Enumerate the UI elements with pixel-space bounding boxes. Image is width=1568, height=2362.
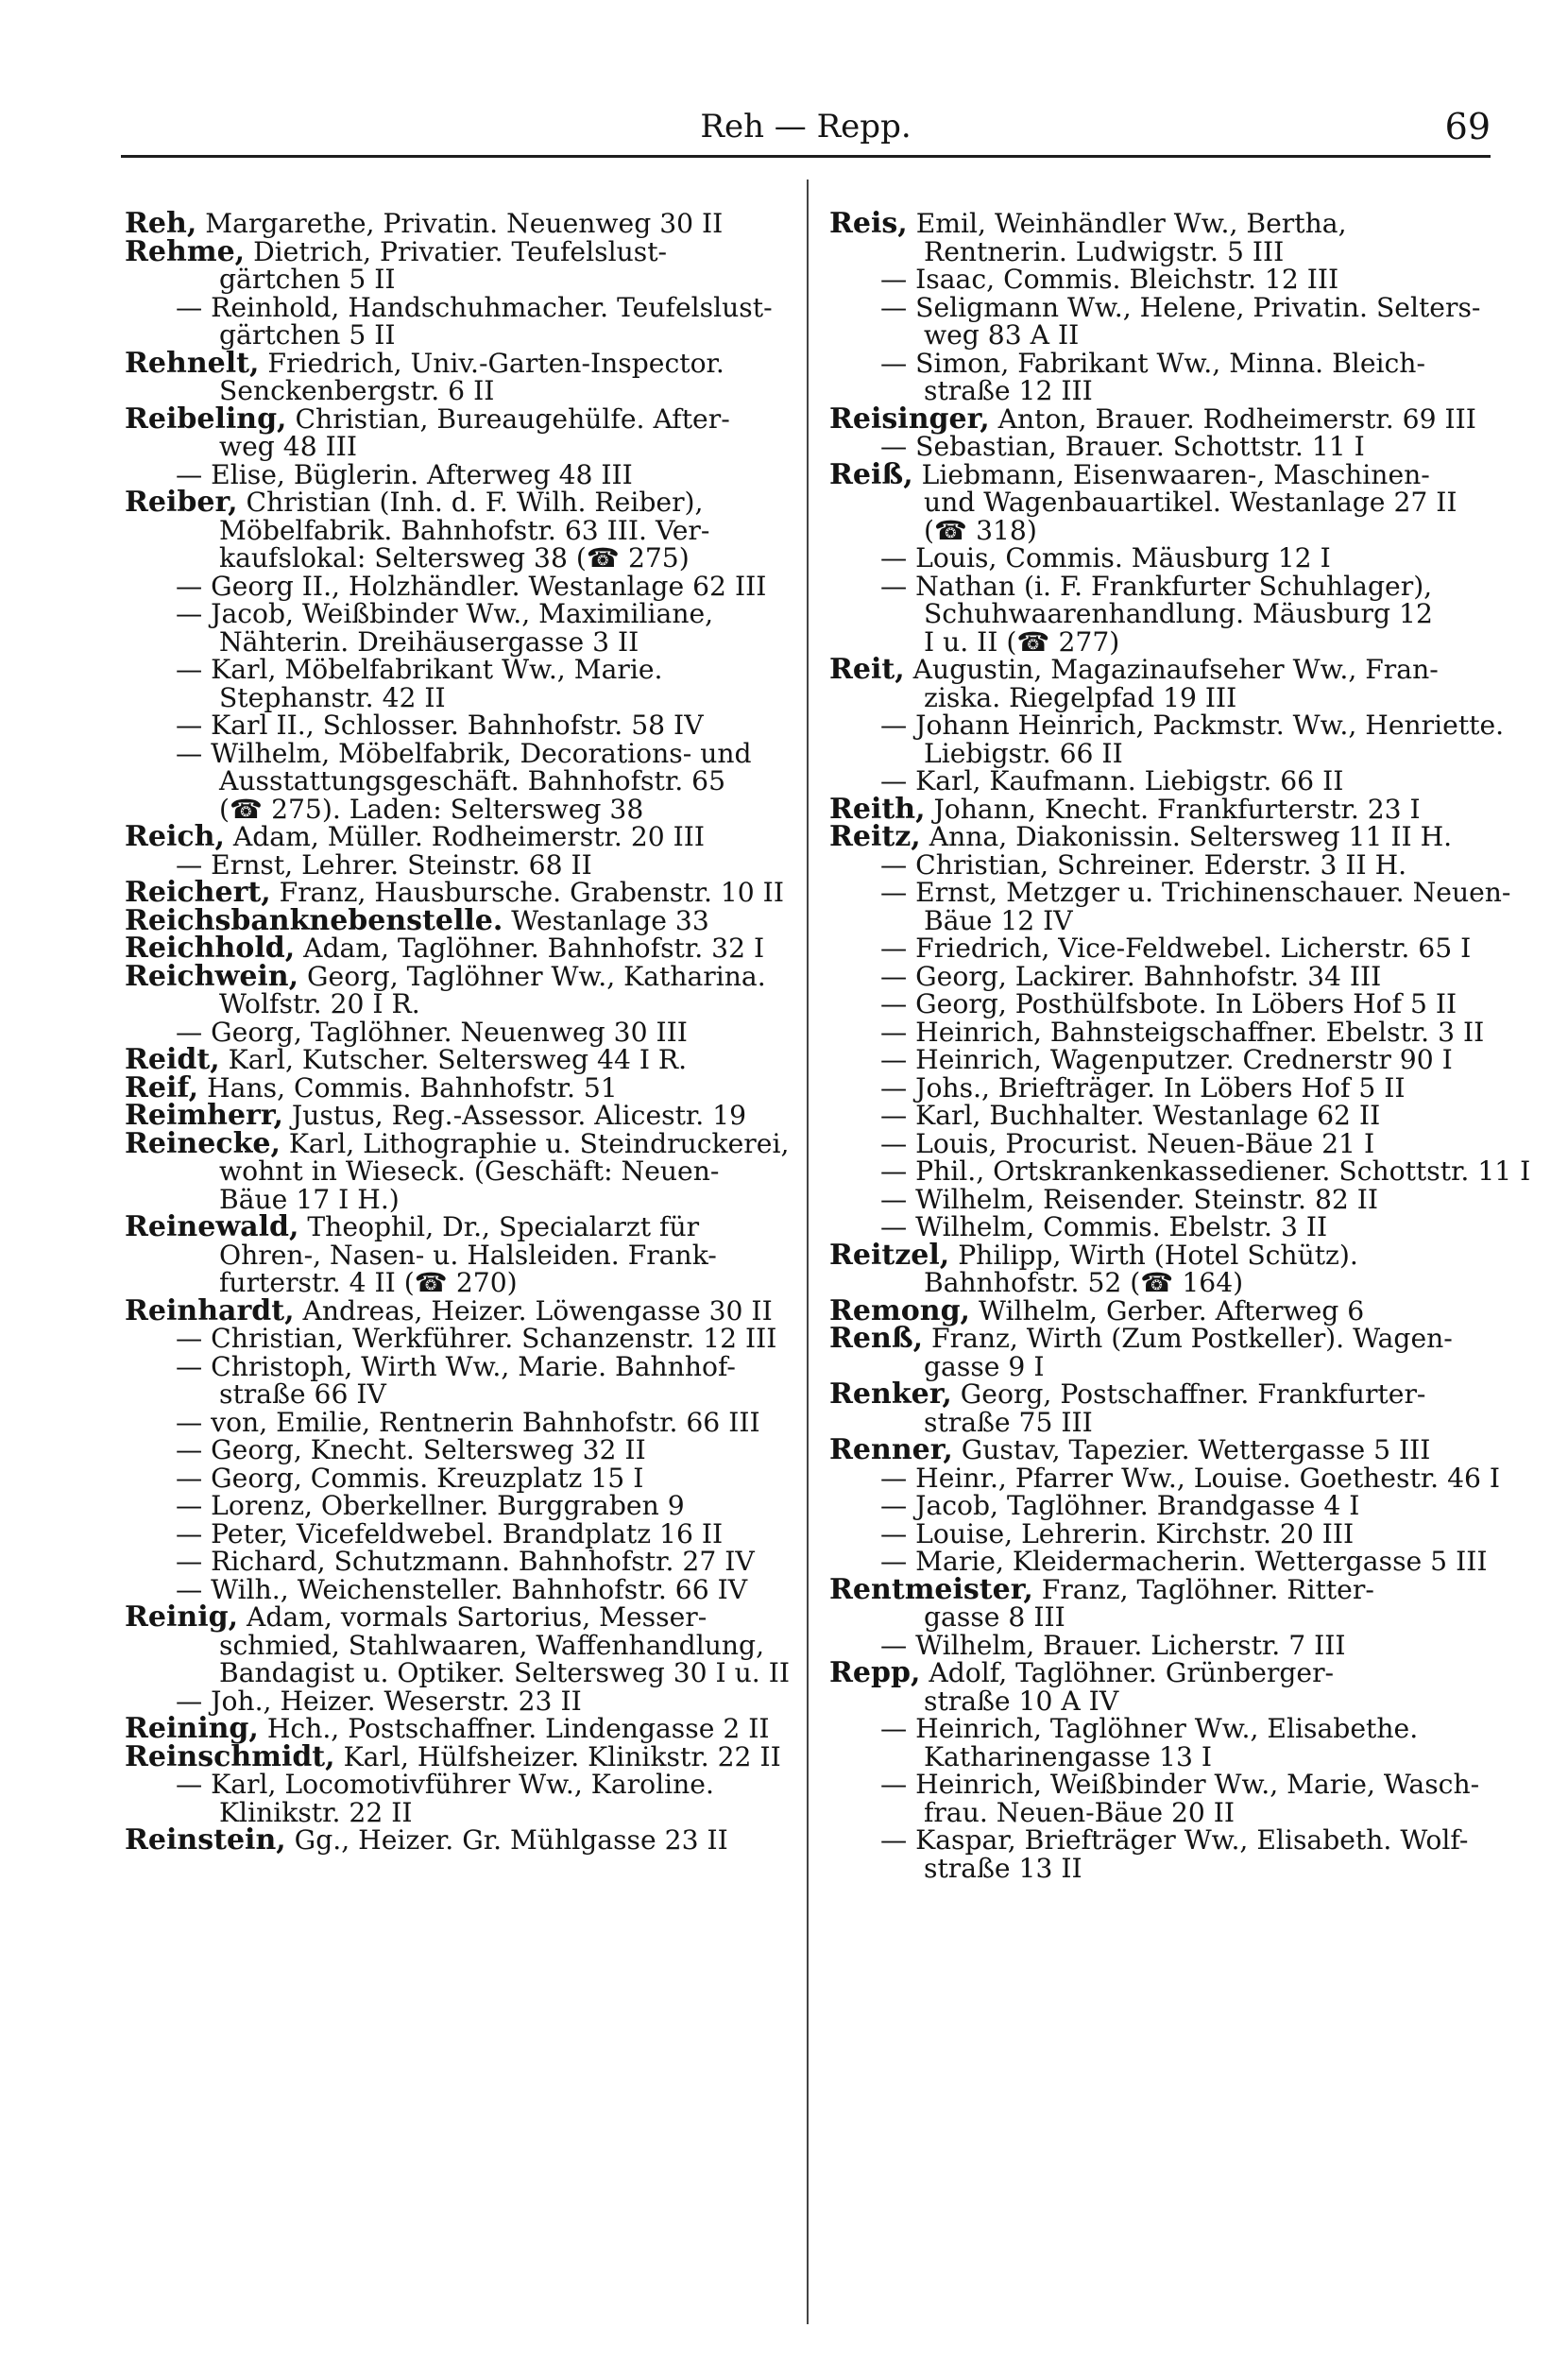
entry-line: Renker, Georg, Postschaffner. Frankfurter- (829, 1378, 1426, 1411)
directory-entry (125, 1712, 786, 1745)
page-number: 69 (1444, 106, 1491, 147)
entry-continuation: Liebigstr. 66 II (924, 737, 1123, 769)
entry-line: — Georg, Posthülfsbote. In Löbers Hof 5 II (880, 988, 1457, 1019)
directory-entry (125, 1099, 786, 1132)
directory-entry (125, 1350, 786, 1410)
directory-entry (829, 1293, 1491, 1327)
left-column (125, 207, 790, 1857)
entry-line: — Georg, Taglöhner. Neuenweg 30 III (176, 1016, 688, 1048)
entry-line: — von, Emilie, Rentnerin Bahnhofstr. 66 III (176, 1406, 760, 1438)
entry-line: Reich, Adam, Müller. Rodheimerstr. 20 III (125, 820, 706, 853)
entry-continuation: straße 13 II (924, 1852, 1082, 1884)
directory-entry (125, 1548, 786, 1576)
surname: Reit, (829, 653, 905, 686)
directory-entry (125, 1018, 786, 1047)
surname: Reitz, (829, 820, 921, 853)
entry-continuation: gasse 9 I (924, 1350, 1045, 1382)
directory-entry (125, 1739, 786, 1773)
directory-entry (125, 1687, 786, 1716)
directory-entry (829, 1183, 1491, 1215)
directory-entry (125, 1771, 786, 1826)
entry-line: — Wilhelm, Möbelfabrik, Decorations- und (176, 737, 752, 769)
directory-entry (125, 458, 786, 490)
surname: Reimherr, (125, 1099, 283, 1132)
entry-continuation: gärtchen 5 II (219, 264, 396, 295)
entry-line: Renß, Franz, Wirth (Zum Postkeller). Wagen- (829, 1322, 1453, 1355)
entry-line: — Georg II., Holzhändler. Westanlage 62 III (176, 570, 767, 602)
entry-continuation: gasse 8 III (924, 1601, 1065, 1633)
entry-line: — Lorenz, Oberkellner. Burggraben 9 (176, 1490, 685, 1521)
surname: Reith, (829, 792, 926, 826)
surname: Reisinger, (829, 402, 990, 436)
entry-line: — Louis, Commis. Mäusburg 12 I (880, 542, 1331, 573)
entry-line: — Elise, Büglerin. Afterweg 48 III (176, 458, 633, 490)
entry-line: — Friedrich, Vice-Feldwebel. Licherstr. 65 I (880, 933, 1472, 964)
entry-line: — Georg, Knecht. Seltersweg 32 II (176, 1434, 646, 1465)
directory-entry (125, 1126, 790, 1215)
directory-entry (125, 488, 786, 573)
entry-line: — Heinrich, Weißbinder Ww., Marie, Wasch- (880, 1769, 1480, 1800)
entry-line: Reinhardt, Andreas, Heizer. Löwengasse 30 II (125, 1293, 773, 1327)
surname: Reif, (125, 1070, 199, 1104)
entry-continuation: Katharinengasse 13 I (924, 1740, 1213, 1772)
entry-line: Reinewald, Theophil, Dr., Specialarzt für (125, 1210, 700, 1243)
surname: Reining, (125, 1712, 259, 1745)
entry-line: Rehnelt, Friedrich, Univ.-Garten-Inspector. (125, 346, 724, 380)
directory-entry (125, 1406, 786, 1438)
directory-entry (829, 792, 1491, 826)
surname: Reinhardt, (125, 1293, 295, 1327)
directory-entry (125, 820, 786, 853)
entry-line: Reitzel, Philipp, Wirth (Hotel Schütz). (829, 1238, 1358, 1272)
directory-entry (829, 1548, 1491, 1576)
entry-continuation: Ohren-, Nasen- u. Halsleiden. Frank- (219, 1239, 717, 1271)
surname: Reichwein, (125, 959, 299, 993)
surname: Reinig, (125, 1600, 239, 1634)
entry-continuation: Bäue 17 I H.) (219, 1183, 400, 1215)
entry-continuation: Schuhwaarenhandlung. Mäusburg 12 (924, 598, 1433, 629)
directory-entry (829, 1572, 1491, 1633)
directory-entry (125, 934, 786, 963)
directory-entry (125, 1600, 790, 1688)
entry-continuation: Klinikstr. 22 II (219, 1796, 413, 1828)
entry-line: Reinschmidt, Karl, Hülfsheizer. Klinikstr. 22 II (125, 1739, 781, 1773)
surname: Renner, (829, 1433, 953, 1466)
surname: Reinecke, (125, 1126, 281, 1160)
directory-entry (829, 544, 1491, 573)
entry-line: Reimherr, Justus, Reg.-Assessor. Alicestr. 19 (125, 1099, 747, 1132)
directory-entry (829, 1238, 1491, 1298)
entry-line: Reit, Augustin, Magazinaufseher Ww., Fran- (829, 653, 1439, 686)
directory-entry (829, 1071, 1491, 1104)
surname: Reiber, (125, 486, 238, 519)
entry-continuation: ziska. Riegelpfad 19 III (924, 681, 1237, 713)
entry-line: — Wilhelm, Brauer. Licherstr. 7 III (880, 1629, 1346, 1661)
entry-line: — Peter, Vicefeldwebel. Brandplatz 16 II (176, 1517, 724, 1549)
entry-continuation: gärtchen 5 II (219, 319, 396, 351)
entry-line: Reinstein, Gg., Heizer. Gr. Mühlgasse 23 II (125, 1823, 728, 1857)
entry-line: — Ernst, Metzger u. Trichinenschauer. Neuen- (880, 877, 1511, 908)
directory-entry (829, 1656, 1491, 1717)
entry-continuation: Senckenbergstr. 6 II (219, 375, 495, 406)
directory-entry (125, 291, 786, 351)
surname: Reichhold, (125, 932, 296, 965)
directory-entry (829, 1462, 1501, 1494)
entry-line: Reis, Emil, Weinhändler Ww., Bertha, (829, 207, 1347, 240)
entry-line: Reidt, Karl, Kutscher. Seltersweg 44 I R. (125, 1043, 688, 1076)
directory-entry (829, 570, 1491, 658)
entry-line: — Heinr., Pfarrer Ww., Louise. Goethestr. 46 I (880, 1462, 1501, 1494)
directory-entry (829, 1213, 1491, 1241)
entry-line: Reiß, Liebmann, Eisenwaaren-, Maschinen- (829, 457, 1430, 491)
right-column (829, 207, 1531, 1884)
running-title: Reh — Repp. (700, 108, 912, 145)
entry-line: Reiber, Christian (Inh. d. F. Wilh. Reiber), (125, 486, 704, 519)
entry-line: — Karl, Locomotivführer Ww., Karoline. (176, 1769, 714, 1800)
entry-line: — Heinrich, Bahnsteigschaffner. Ebelstr. 3 II (880, 1016, 1485, 1048)
entry-line: — Christoph, Wirth Ww., Marie. Bahnhof- (176, 1350, 736, 1382)
entry-continuation: und Wagenbauartikel. Westanlage 27 II (924, 487, 1457, 518)
directory-entry (125, 570, 786, 602)
directory-entry (125, 1464, 786, 1493)
directory-entry (829, 1322, 1491, 1382)
entry-continuation: straße 75 III (924, 1406, 1093, 1438)
entry-line: — Simon, Fabrikant Ww., Minna. Bleich- (880, 347, 1425, 379)
directory-entry (125, 876, 786, 909)
entry-continuation: Bäue 12 IV (924, 904, 1073, 936)
surname: Remong, (829, 1293, 971, 1327)
entry-continuation: (☎ 275). Laden: Seltersweg 38 (219, 793, 644, 825)
directory-entry (829, 653, 1491, 713)
directory-entry (125, 711, 786, 740)
entry-line: Reith, Johann, Knecht. Frankfurterstr. 23 I (829, 792, 1421, 826)
directory-entry (125, 234, 786, 295)
entry-line: Rehme, Dietrich, Privatier. Teufelslust- (125, 234, 668, 268)
entry-line: — Wilhelm, Reisender. Steinstr. 82 II (880, 1183, 1379, 1215)
entry-line: — Wilh., Weichensteller. Bahnhofstr. 66 IV (176, 1573, 748, 1605)
entry-continuation: Rentnerin. Ludwigstr. 5 III (924, 235, 1285, 267)
entry-line: — Wilhelm, Commis. Ebelstr. 3 II (880, 1211, 1328, 1242)
surname: Reitzel, (829, 1238, 950, 1272)
entry-continuation: Bahnhofstr. 52 (☎ 164) (924, 1267, 1244, 1298)
entry-line: Reitz, Anna, Diakonissin. Seltersweg 11 II H. (829, 820, 1453, 853)
entry-line: Reining, Hch., Postschaffner. Lindengasse 2 II (125, 1712, 770, 1745)
entry-continuation: Nähterin. Dreihäusergasse 3 II (219, 625, 639, 658)
entry-line: — Heinrich, Taglöhner Ww., Elisabethe. (880, 1713, 1419, 1744)
surname: Reidt, (125, 1043, 220, 1076)
surname: Reinschmidt, (125, 1739, 335, 1773)
surname: Rentmeister, (829, 1572, 1033, 1606)
entry-continuation: schmied, Stahlwaaren, Waffenhandlung, (219, 1629, 765, 1661)
directory-entry (125, 1436, 786, 1464)
directory-entry (125, 402, 786, 462)
entry-line: — Ernst, Lehrer. Steinstr. 68 II (176, 848, 592, 881)
entry-line: — Seligmann Ww., Helene, Privatin. Selters- (880, 291, 1481, 323)
directory-entry (125, 1325, 786, 1353)
entry-line: — Karl, Möbelfabrikant Ww., Marie. (176, 654, 663, 685)
directory-entry (829, 1102, 1491, 1130)
entry-line: Remong, Wilhelm, Gerber. Afterweg 6 (829, 1293, 1365, 1327)
entry-continuation: Möbelfabrik. Bahnhofstr. 63 III. Ver- (219, 514, 710, 546)
entry-line: — Richard, Schutzmann. Bahnhofstr. 27 IV (176, 1546, 755, 1577)
entry-line: — Marie, Kleidermacherin. Wettergasse 5 III (880, 1546, 1488, 1577)
entry-continuation: kaufslokal: Seltersweg 38 (☎ 275) (219, 542, 690, 573)
entry-line: Reh, Margarethe, Privatin. Neuenweg 30 II (125, 207, 724, 240)
directory-entry (125, 1823, 786, 1857)
page-header (121, 106, 1491, 153)
directory-entry (829, 1715, 1491, 1771)
directory-entry (125, 1573, 786, 1605)
entry-line: Reichwein, Georg, Taglöhner Ww., Katharina. (125, 959, 766, 993)
entry-continuation: Stephanstr. 42 II (219, 681, 446, 713)
directory-entry (829, 1492, 1491, 1520)
entry-line: — Nathan (i. F. Frankfurter Schuhlager), (880, 570, 1433, 602)
surname: Reichsbanknebenstelle. (125, 903, 503, 937)
surname: Renker, (829, 1378, 952, 1411)
surname: Reiß, (829, 457, 913, 491)
entry-line: Rentmeister, Franz, Taglöhner. Ritter- (829, 1572, 1374, 1606)
directory-entry (829, 347, 1491, 406)
entry-line: — Louis, Procurist. Neuen-Bäue 21 I (880, 1127, 1375, 1159)
entry-continuation: (☎ 318) (924, 514, 1037, 546)
surname: Reich, (125, 820, 225, 853)
entry-continuation: weg 48 III (219, 431, 358, 462)
entry-continuation: straße 12 III (924, 375, 1093, 406)
entry-continuation: Bandagist u. Optiker. Seltersweg 30 I u. II (219, 1657, 790, 1688)
entry-line: Reinig, Adam, vormals Sartorius, Messer- (125, 1600, 707, 1634)
surname: Reibeling, (125, 402, 287, 436)
directory-entry (125, 959, 786, 1019)
directory-entry (829, 1771, 1491, 1826)
directory-entry (829, 1826, 1491, 1882)
directory-entry (829, 1433, 1491, 1466)
entry-line: — Heinrich, Wagenputzer. Crednerstr 90 I (880, 1044, 1453, 1075)
directory-entry (125, 1492, 786, 1520)
directory-entry (125, 903, 786, 937)
directory-entry (829, 820, 1491, 853)
entry-line: Reichsbanknebenstelle. Westanlage 33 (125, 903, 709, 937)
directory-entry (125, 1293, 786, 1327)
column-divider (807, 180, 809, 2324)
directory-entry (125, 656, 786, 711)
directory-entry (829, 291, 1491, 351)
directory-entry (829, 1127, 1491, 1159)
entry-line: — Kaspar, Briefträger Ww., Elisabeth. Wolf- (880, 1824, 1469, 1856)
directory-entry (125, 1070, 786, 1104)
entry-line: Reinecke, Karl, Lithographie u. Steindruckerei, (125, 1126, 790, 1160)
entry-line: Reif, Hans, Commis. Bahnhofstr. 51 (125, 1070, 618, 1104)
directory-entry (125, 737, 786, 825)
surname: Reichert, (125, 876, 271, 909)
directory-entry (829, 265, 1491, 294)
entry-continuation: Wolfstr. 20 I R. (219, 988, 420, 1019)
directory-entry (829, 1018, 1491, 1047)
entry-line: — Reinhold, Handschuhmacher. Teufelslust- (176, 291, 773, 323)
directory-entry (125, 346, 786, 406)
directory-entry (125, 600, 786, 656)
directory-entry (125, 1210, 786, 1298)
surname: Reis, (829, 207, 908, 240)
entry-line: — Joh., Heizer. Weserstr. 23 II (176, 1685, 582, 1717)
directory-entry (829, 433, 1491, 461)
entry-line: — Jacob, Taglöhner. Brandgasse 4 I (880, 1490, 1360, 1521)
entry-line: — Karl, Kaufmann. Liebigstr. 66 II (880, 765, 1344, 796)
entry-line: — Louise, Lehrerin. Kirchstr. 20 III (880, 1517, 1355, 1549)
entry-line: — Johs., Briefträger. In Löbers Hof 5 II (880, 1071, 1406, 1104)
surname: Reinewald, (125, 1210, 299, 1243)
header-rule (121, 155, 1491, 158)
surname: Renß, (829, 1322, 924, 1355)
entry-continuation: wohnt in Wieseck. (Geschäft: Neuen- (219, 1155, 720, 1187)
surname: Reinstein, (125, 1823, 286, 1857)
entry-line: Reichhold, Adam, Taglöhner. Bahnhofstr. 32 I (125, 932, 765, 965)
entry-line: — Georg, Lackirer. Bahnhofstr. 34 III (880, 960, 1382, 992)
entry-line: — Karl, Buchhalter. Westanlage 62 II (880, 1100, 1381, 1131)
entry-line: — Sebastian, Brauer. Schottstr. 11 I (880, 431, 1365, 462)
directory-entry (829, 1380, 1491, 1436)
directory-entry (125, 1043, 786, 1076)
entry-continuation: furterstr. 4 II (☎ 270) (219, 1267, 518, 1298)
surname: Rehme, (125, 234, 246, 268)
directory-entry (829, 1517, 1491, 1549)
directory-entry (829, 207, 1491, 267)
entry-line: — Christian, Werkführer. Schanzenstr. 12 III (176, 1323, 777, 1354)
entry-continuation: straße 10 A IV (924, 1685, 1119, 1717)
directory-entry (829, 457, 1491, 546)
directory-entry (829, 1629, 1491, 1661)
entry-line: Repp, Adolf, Taglöhner. Grünberger- (829, 1656, 1335, 1689)
directory-entry (829, 1046, 1491, 1074)
entry-continuation: weg 83 A II (924, 319, 1080, 351)
directory-entry (829, 1155, 1531, 1187)
directory-entry (829, 402, 1491, 436)
entry-continuation: frau. Neuen-Bäue 20 II (924, 1796, 1236, 1828)
entry-line: Renner, Gustav, Tapezier. Wettergasse 5 III (829, 1433, 1431, 1466)
directory-entry (829, 960, 1491, 992)
entry-line: Reichert, Franz, Hausbursche. Grabenstr. 10 II (125, 876, 784, 909)
directory-entry (829, 710, 1505, 769)
directory-entry (829, 767, 1491, 796)
directory-entry (125, 207, 786, 240)
surname: Rehnelt, (125, 346, 260, 380)
entry-line: Reibeling, Christian, Bureaugehülfe. After- (125, 402, 730, 436)
entry-line: — Georg, Commis. Kreuzplatz 15 I (176, 1462, 644, 1494)
entry-line: — Karl II., Schlosser. Bahnhofstr. 58 IV (176, 710, 704, 741)
directory-entry (829, 990, 1491, 1018)
entry-line: — Isaac, Commis. Bleichstr. 12 III (880, 264, 1339, 295)
directory-entry (125, 848, 786, 881)
surname: Reh, (125, 207, 197, 240)
surname: Repp, (829, 1656, 921, 1689)
directory-entry (829, 877, 1511, 936)
entry-line: — Phil., Ortskrankenkassediener. Schottstr. 11 I (880, 1155, 1531, 1187)
directory-entry (829, 934, 1491, 963)
directory-entry (829, 848, 1491, 881)
entry-line: — Christian, Schreiner. Ederstr. 3 II H. (880, 848, 1407, 881)
entry-line: — Johann Heinrich, Packmstr. Ww., Henriette. (880, 710, 1505, 741)
entry-continuation: I u. II (☎ 277) (924, 625, 1120, 658)
entry-line: — Jacob, Weißbinder Ww., Maximiliane, (176, 598, 714, 629)
directory-entry (125, 1517, 786, 1549)
entry-continuation: straße 66 IV (219, 1378, 386, 1410)
entry-continuation: Ausstattungsgeschäft. Bahnhofstr. 65 (219, 765, 726, 796)
entry-line: Reisinger, Anton, Brauer. Rodheimerstr. 69 III (829, 402, 1476, 436)
